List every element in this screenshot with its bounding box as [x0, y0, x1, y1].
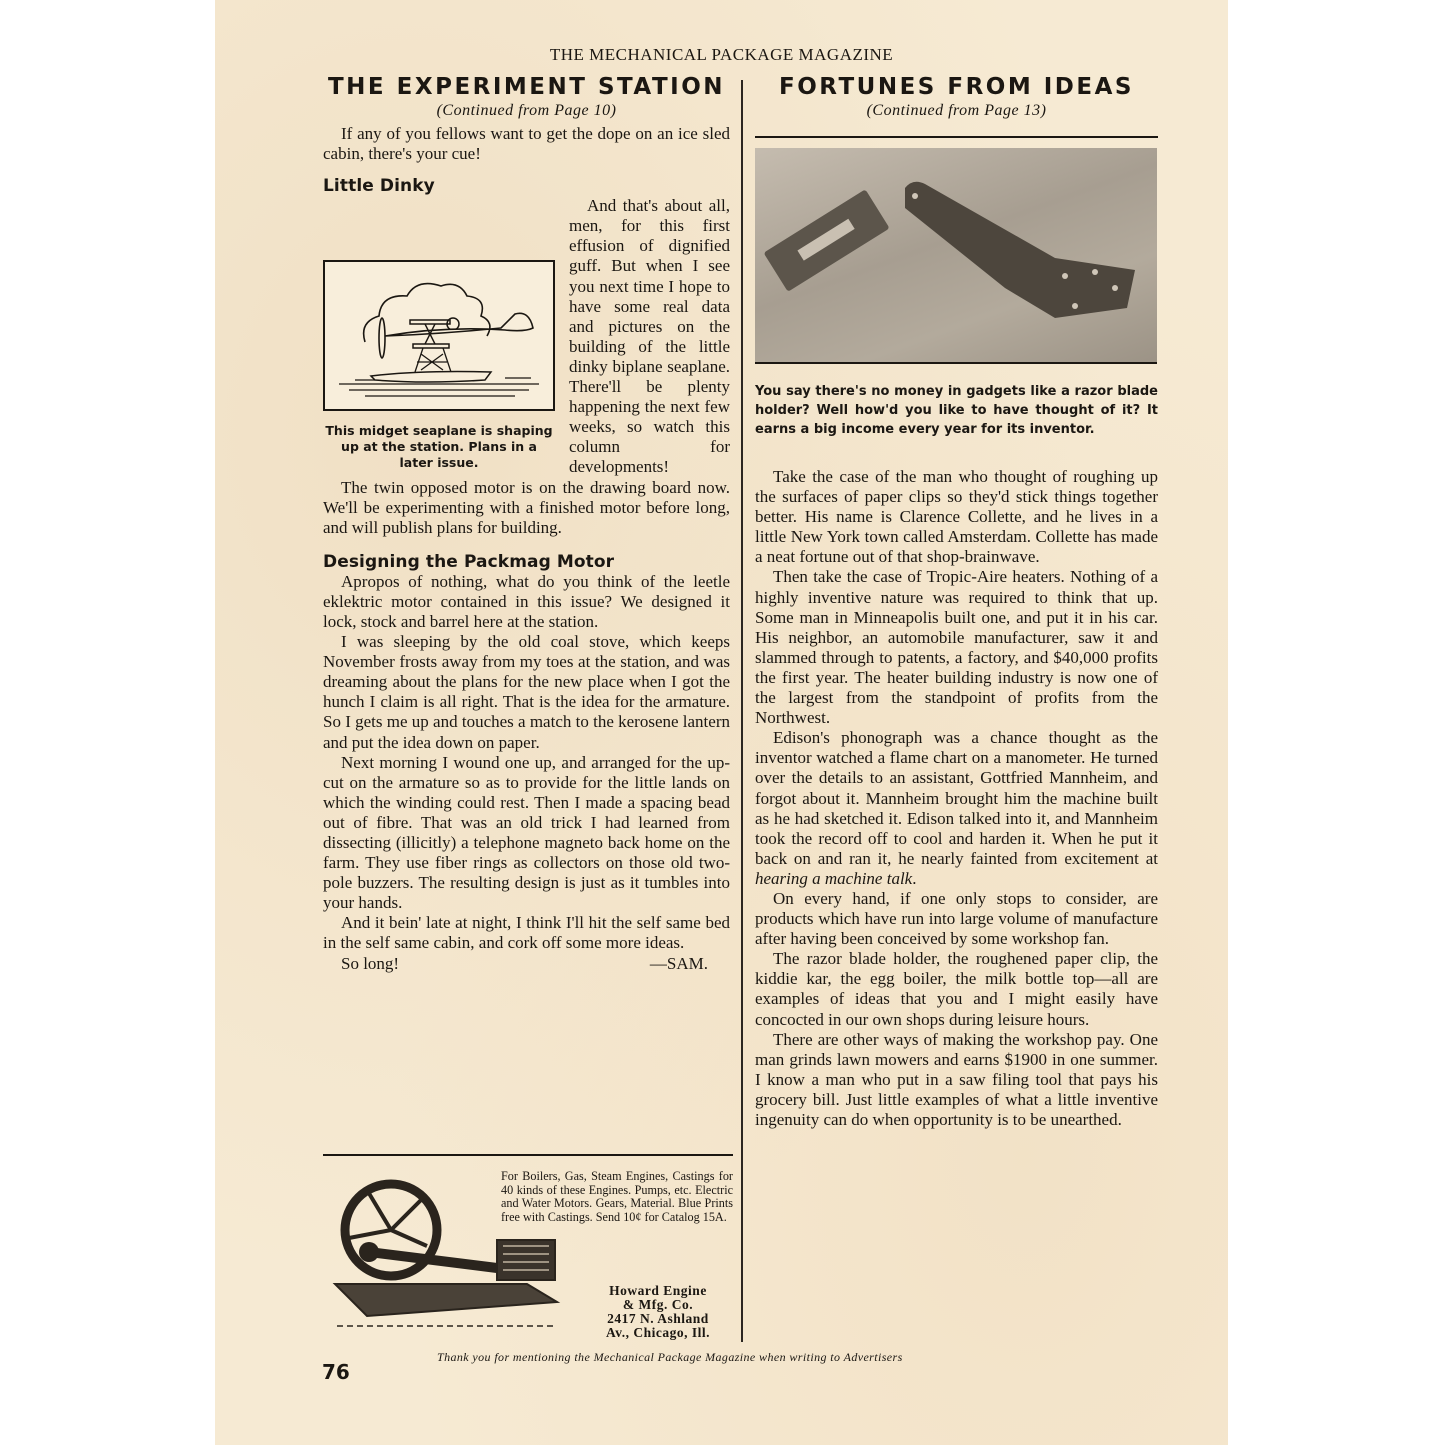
- advertisement-howard-engine: [323, 1154, 733, 1340]
- footer-advertiser-note: Thank you for mentioning the Mechanical Package Magazine when writing to Advertisers: [437, 1350, 903, 1364]
- fortunes-paragraph-1: Take the case of the man who thought of roughing up the surfaces of paper clips so they'd stick things together better. His name is Clarence Collette, and he lives in a little New York town called Amsterdam. Collette has made a neat fortune out of that shop-brainwave.: [755, 467, 1158, 567]
- photo-caption: You say there's no money in gadgets like a razor blade holder? Well how'd you like to have thought of it? It earns a big income every year for its inventor.: [755, 384, 1158, 437]
- edison-text: Edison's phonograph was a chance thought as the inventor watched a flame chart on a manometer. He turned over the details to an assistant, Gottfried Mannheim, and forgot about it. Mannheim brought him the machine built as he had sketched it. Edison talked into it, and Mannheim took the record off to cool and harden it. When he put it back on and ran it, he nearly fainted from excitement at: [755, 728, 1158, 868]
- fortunes-paragraph-2: Then take the case of Tropic-Aire heaters. Nothing of a highly inventive nature was required to think that up. Some man in Minneapolis built one, and put it in his car. His neighbor, an automobile manufacturer, saw it and slammed through to patents, a factory, and $40,000 profits the first year. The heater building industry is now one of the largest from the standpoint of profits from the Northwest.: [755, 567, 1158, 728]
- left-column-article: [323, 74, 730, 974]
- ad-text: [323, 1170, 733, 1224]
- italic-phrase: hearing a machine talk: [755, 868, 913, 888]
- continued-note: (Continued from Page 10): [436, 102, 617, 119]
- seaplane-drawing-icon: [325, 262, 553, 405]
- fortunes-paragraph-4: On every hand, if one only stops to consider, are products which have run into large volume of manufacture after having been conceived by some workshop fan.: [755, 888, 1158, 949]
- continued-note: (Continued from Page 13): [866, 102, 1047, 119]
- signoff-text: So long!: [341, 953, 400, 973]
- fortunes-paragraph-6: There are other ways of making the workshop pay. One man grinds lawn mowers and earns $1900 in one summer. I know a man who put in a saw filing tool that pays his grocery bill. Just little examples of what a little inventive ingenuity can do when opportunity is to be unearthed.: [755, 1029, 1158, 1129]
- ad-body: [323, 1156, 733, 1340]
- signoff-author: —SAM.: [649, 953, 708, 973]
- packmag-paragraph-1: Apropos of nothing, what do you think of the leetle eklektric motor contained in this issue? We designed it lock, stock and barrel here at the station.: [323, 571, 730, 631]
- packmag-paragraph-3: Next morning I wound one up, and arranged for the up-cut on the armature so as to provide for the little lands on which the winding could rest. Then I made a spacing bead out of fibre. That was an old trick I had learned from dissecting (illicitly) a telephone magneto back home on the farm. They use fiber rings as collectors on those old two-pole buzzers. The resulting design is just as it tumbles into your hands.: [323, 752, 730, 913]
- masthead: THE MECHANICAL PACKAGE MAGAZINE: [549, 45, 894, 64]
- fortunes-paragraph-5: The razor blade holder, the roughened paper clip, the kiddie kar, the egg boiler, the milk bottle top—all are examples of ideas that you and I might easily have concocted in our own shops during leisure hours.: [755, 949, 1158, 1029]
- seaplane-caption: This midget seaplane is shaping up at the station. Plans in a later issue.: [325, 423, 553, 471]
- article-title-experiment-station: THE EXPERIMENT STATION: [327, 74, 725, 100]
- fortunes-paragraph-3: Edison's phonograph was a chance thought as the inventor watched a flame chart on a manometer. He turned over the details to an assistant, Gottfried Mannheim, and forgot about it. Mannheim brought him the machine built as he had sketched it. Edison talked into it, and Mannheim took the record off to cool and harden it. When he put it back on and ran it, he nearly fainted from excitement at hearing a machine talk.: [755, 728, 1158, 888]
- intro-paragraph: If any of you fellows want to get the dope on an ice sled cabin, there's your cue!: [323, 124, 730, 164]
- seaplane-figure: [323, 260, 555, 471]
- right-column-article: [755, 74, 1158, 1130]
- article-title-fortunes: FORTUNES FROM IDEAS: [779, 74, 1134, 100]
- ad-company-name: Howard Engine: [609, 1283, 707, 1298]
- ad-address-city: Av., Chicago, Ill.: [605, 1325, 710, 1340]
- razor-photo-drawing-icon: [755, 148, 1157, 362]
- column-divider: [741, 80, 743, 1342]
- subheading-little-dinky: Little Dinky: [323, 176, 435, 197]
- photo-top-rule: [755, 136, 1158, 138]
- seaplane-illustration-icon: [323, 260, 555, 411]
- packmag-paragraph-2: I was sleeping by the old coal stove, which keeps November frosts away from my toes at the station, and was dreaming about the plans for the new place when I got the hunch I claim is all right. That is the idea for the armature. So I gets me up and touches a match to the kerosene lantern and put the idea down on paper.: [323, 632, 730, 752]
- signoff: [323, 954, 730, 974]
- ad-company-info: [583, 1284, 733, 1340]
- ad-description: For Boilers, Gas, Steam Engines, Castings for 40 kinds of these Engines. Pumps, etc. Electric and Water Motors. Gears, Material. Blue Prints free with Castings. Send 10¢ for Catalog 15A.: [501, 1169, 733, 1224]
- subheading-packmag-motor: Designing the Packmag Motor: [323, 551, 615, 572]
- razor-blade-holder-photo-icon: [755, 148, 1157, 364]
- packmag-paragraph-4: And it bein' late at night, I think I'll hit the self same bed in the self same cabin, and cork off some more ideas.: [323, 913, 730, 953]
- little-dinky-paragraph-2: The twin opposed motor is on the drawing board now. We'll be experimenting with a finished motor before long, and will publish plans for building.: [323, 477, 730, 537]
- ad-company-suffix: & Mfg. Co.: [622, 1297, 694, 1312]
- little-dinky-paragraph-1: And that's about all, men, for this first effusion of dignified guff. But when I see you next time I hope to have some real data and pictures on the building of the little dinky biplane seaplane. There'll be plenty happening the next few weeks, so watch this column for developments!: [569, 196, 730, 477]
- magazine-page: [215, 0, 1228, 1445]
- little-dinky-section: [323, 196, 730, 538]
- ad-address-street: 2417 N. Ashland: [607, 1311, 709, 1326]
- page-number: 76: [322, 1360, 350, 1384]
